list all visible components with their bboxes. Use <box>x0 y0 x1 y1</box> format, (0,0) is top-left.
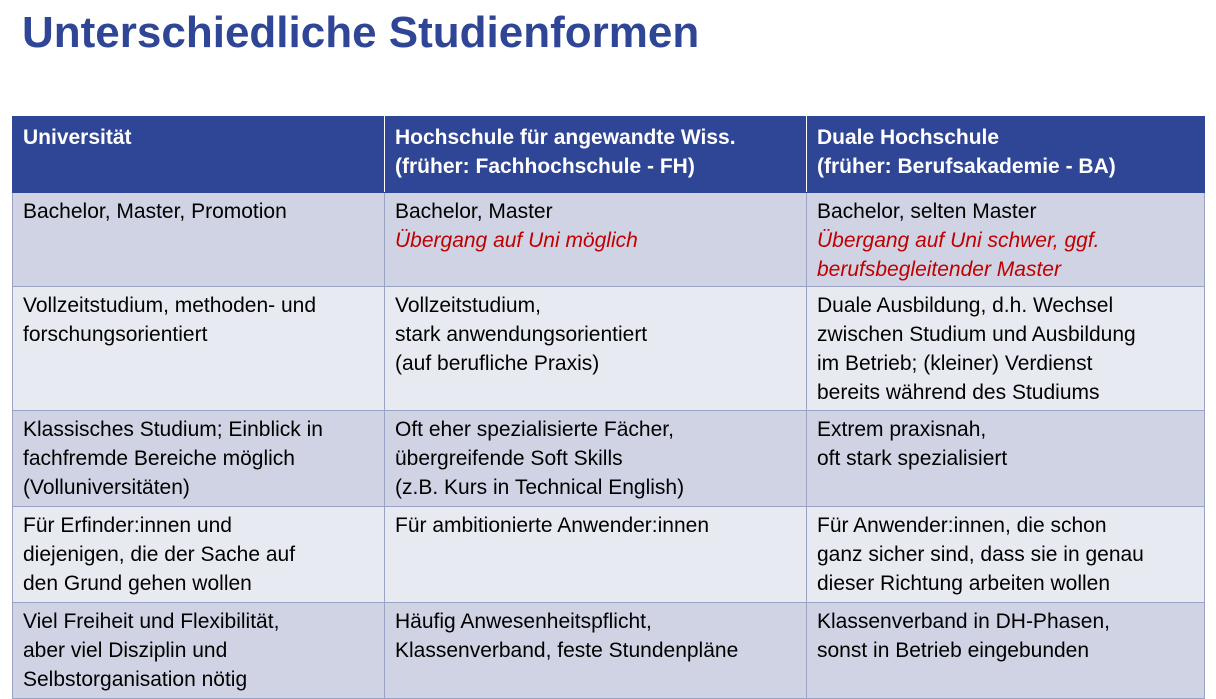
table-cell: Bachelor, selten Master Übergang auf Uni schwer, ggf. berufsbegleitender Master <box>807 193 1205 287</box>
header-hochschule-angewandte-wiss: Hochschule für angewandte Wiss. (früher: Fachhochschule - FH) <box>385 117 807 193</box>
header-universitaet: Universität <box>13 117 385 193</box>
transition-note: Übergang auf Uni möglich <box>395 229 638 252</box>
table-cell: Bachelor, Master, Promotion <box>13 193 385 287</box>
table-cell: Für ambitionierte Anwender:innen <box>385 507 807 603</box>
transition-note: Übergang auf Uni schwer, ggf. berufsbegleitender Master <box>817 229 1100 281</box>
table-cell: Für Anwender:innen, die schon ganz sicher sind, dass sie in genau dieser Richtung arbeiten wollen <box>807 507 1205 603</box>
table-cell: Oft eher spezialisierte Fächer, übergreifende Soft Skills (z.B. Kurs in Technical English) <box>385 411 807 507</box>
table-row <box>13 411 1205 507</box>
table-cell: Extrem praxisnah, oft stark spezialisiert <box>807 411 1205 507</box>
table-header-row <box>13 117 1205 193</box>
table-row <box>13 193 1205 287</box>
table-cell: Bachelor, Master Übergang auf Uni möglich <box>385 193 807 287</box>
page-title: Unterschiedliche Studienformen <box>22 8 700 57</box>
comparison-table <box>12 116 1205 699</box>
table-row <box>13 507 1205 603</box>
table-cell: Klassenverband in DH-Phasen, sonst in Betrieb eingebunden <box>807 603 1205 699</box>
table-cell: Viel Freiheit und Flexibilität, aber viel Disziplin und Selbstorganisation nötig <box>13 603 385 699</box>
table-row <box>13 603 1205 699</box>
table-cell: Klassisches Studium; Einblick in fachfremde Bereiche möglich (Volluniversitäten) <box>13 411 385 507</box>
table-cell: Vollzeitstudium, stark anwendungsorientiert (auf berufliche Praxis) <box>385 287 807 411</box>
table-cell: Vollzeitstudium, methoden- und forschungsorientiert <box>13 287 385 411</box>
table-cell: Duale Ausbildung, d.h. Wechsel zwischen Studium und Ausbildung im Betrieb; (kleiner) Verdienst bereits während des Studiums <box>807 287 1205 411</box>
table-row <box>13 287 1205 411</box>
header-duale-hochschule: Duale Hochschule (früher: Berufsakademie - BA) <box>807 117 1205 193</box>
table-cell: Für Erfinder:innen und diejenigen, die der Sache auf den Grund gehen wollen <box>13 507 385 603</box>
table-cell: Häufig Anwesenheitspflicht, Klassenverband, feste Stundenpläne <box>385 603 807 699</box>
